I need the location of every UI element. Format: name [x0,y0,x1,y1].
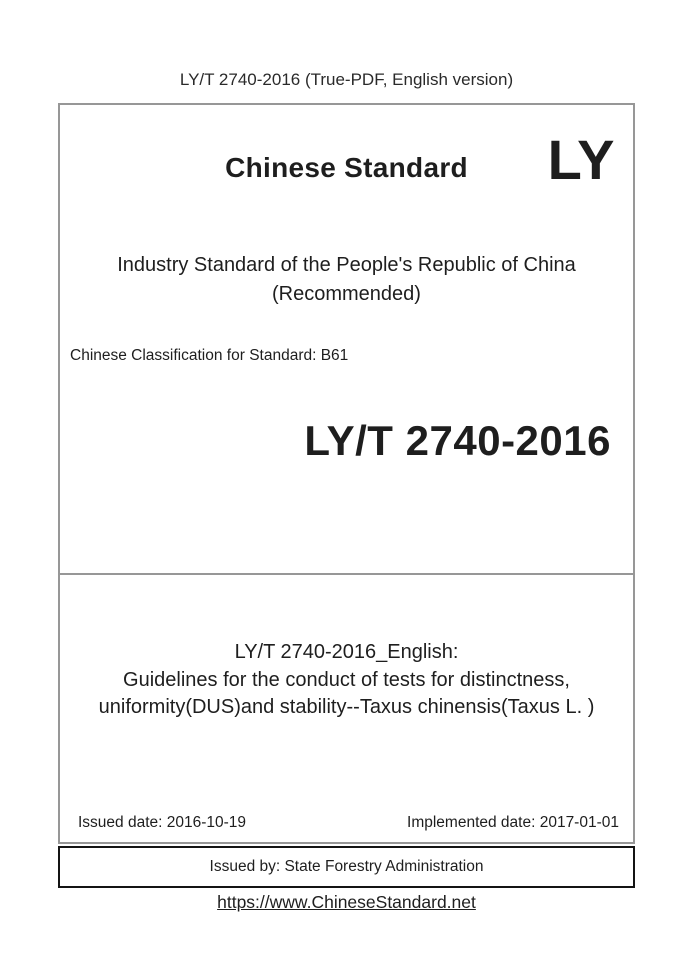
dates-row [78,814,619,832]
issued-date: Issued date: 2016-10-19 [78,814,247,831]
english-title [60,575,633,722]
classification-code: Chinese Classification for Standard: B61 [70,347,349,364]
cover-upper-section [60,105,633,575]
standard-type [60,251,633,309]
english-title-line3: uniformity(DUS)and stability--Taxus chinensis(Taxus L. ) [98,696,595,718]
english-title-line2: Guidelines for the conduct of tests for distinctness, [123,668,570,691]
implemented-date: Implemented date: 2017-01-01 [407,814,619,831]
cover-lower-section [60,575,633,842]
issuer-box [58,846,635,888]
footer-link-row [0,892,693,913]
issued-by: Issued by: State Forestry Administration [209,858,484,875]
document-header: LY/T 2740-2016 (True-PDF, English version) [179,70,514,89]
english-title-line1: LY/T 2740-2016_English: [234,641,459,663]
standard-code-logo: LY [547,128,615,191]
footer-link[interactable]: https://www.ChineseStandard.net [217,892,476,912]
standard-type-line1: Industry Standard of the People's Republic of China [117,254,576,276]
brand-title: Chinese Standard [225,152,468,183]
standard-type-line2: (Recommended) [272,283,421,305]
standard-number: LY/T 2740-2016 [304,417,611,464]
cover-box [58,103,635,844]
